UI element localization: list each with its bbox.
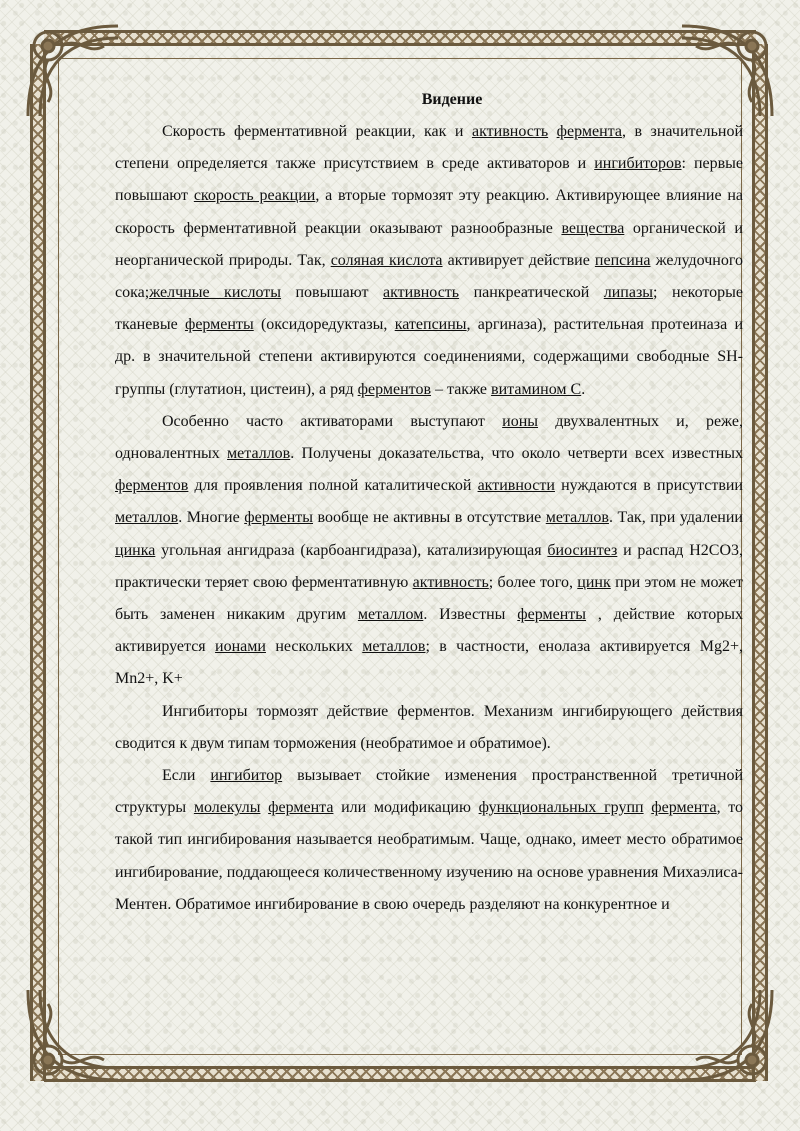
text-run: Скорость ферментативной реакции, как и: [162, 123, 472, 140]
text-run: двухвалентных и, реже, одновалентных: [115, 412, 744, 463]
text-run: Особенно часто активаторами выступают: [162, 412, 503, 430]
text-run: – также: [431, 380, 492, 398]
frame-border-left: [30, 44, 46, 1081]
text-run: вообще не активны в отсутствие: [313, 509, 546, 527]
text-link[interactable]: ионы: [502, 412, 539, 430]
text-link[interactable]: фермента: [268, 799, 334, 817]
frame-border-right: [752, 44, 768, 1081]
text-link[interactable]: металлов: [227, 445, 291, 463]
text-run: . Получены доказательства, что около четверти всех известных: [290, 445, 744, 463]
text-link[interactable]: активности: [477, 477, 555, 495]
text-run: желудочного сока;: [115, 251, 743, 302]
paragraph-4: [115, 760, 743, 921]
text-link[interactable]: биосинтез: [547, 541, 618, 559]
paragraph-3: [115, 696, 743, 760]
text-link[interactable]: вещества: [561, 219, 625, 237]
document-title: Видение: [421, 91, 483, 108]
text-link[interactable]: катепсины: [394, 316, 467, 334]
text-link[interactable]: активность: [471, 123, 549, 140]
text-link[interactable]: активность: [382, 284, 460, 302]
text-link[interactable]: металлов: [545, 509, 609, 527]
text-link[interactable]: ферментов: [115, 477, 189, 495]
text-link[interactable]: фермента: [556, 123, 622, 140]
text-run: .: [581, 380, 586, 398]
text-link[interactable]: ингибиторов: [594, 155, 682, 173]
document-body: [115, 86, 743, 921]
text-link[interactable]: молекулы: [193, 799, 261, 817]
paragraph-1: [115, 116, 743, 406]
text-link[interactable]: металлов: [115, 509, 179, 527]
text-run: ; более того,: [488, 573, 578, 591]
corner-ornament-bottom-right: [672, 980, 782, 1090]
frame-border-bottom: [44, 1066, 756, 1082]
text-run: для проявления полной каталитической: [188, 477, 478, 495]
text-run: : первые повышают: [115, 155, 744, 205]
text-run: и распад H2CO3, практически теряет свою ферментативную: [115, 541, 743, 591]
text-run: . Так, при удалении: [608, 509, 743, 527]
text-link[interactable]: цинка: [115, 541, 156, 559]
text-run: активирует действие: [442, 251, 595, 269]
text-run: ; в частности, енолаза активируется Mg2+, Mn2+, K+: [115, 638, 744, 688]
text-link[interactable]: ферменты: [184, 316, 254, 334]
text-link[interactable]: ферментов: [357, 380, 432, 398]
text-link[interactable]: функциональных групп: [478, 799, 644, 817]
text-run: вызывает стойкие изменения пространственной третичной структуры: [115, 767, 744, 817]
text-run: угольная ангидраза (карбоангидраза), катализирующая: [155, 541, 548, 559]
text-link[interactable]: скорость реакции: [193, 187, 316, 205]
text-run: или модификацию: [333, 799, 479, 817]
text-link[interactable]: цинк: [577, 573, 611, 591]
text-link[interactable]: желчные кислоты: [149, 284, 281, 302]
text-run: , а вторые тормозят эту реакцию. Активирующее влияние на скорость ферментативной реакции оказывают разнообразные: [115, 187, 744, 237]
text-link[interactable]: ферменты: [517, 606, 587, 624]
text-run: Ингибиторы тормозят действие ферментов. Механизм ингибирующего действия сводится к двум типам торможения (необратимое и обратимое).: [115, 702, 743, 752]
text-link[interactable]: липазы: [603, 284, 654, 302]
text-link[interactable]: активность: [412, 573, 489, 591]
text-run: . Известны: [423, 606, 518, 624]
text-run: нуждаются в присутствии: [554, 477, 743, 495]
corner-ornament-top-left: [18, 16, 128, 126]
text-link[interactable]: соляная кислота: [330, 251, 443, 269]
text-run: панкреатической: [459, 284, 604, 302]
text-run: повышают: [281, 284, 383, 302]
corner-ornament-bottom-left: [18, 980, 128, 1090]
text-run: органической и неорганической природы. Так,: [115, 219, 743, 269]
text-link[interactable]: фермента: [651, 799, 717, 817]
frame-border-top: [44, 30, 756, 46]
text-link[interactable]: витамином С: [491, 380, 582, 398]
text-run: (оксидоредуктазы,: [253, 316, 395, 334]
text-link[interactable]: металлом: [357, 606, 424, 624]
text-run: [260, 799, 268, 816]
text-run: . Многие: [178, 509, 245, 527]
text-link[interactable]: пепсина: [594, 251, 651, 269]
text-run: Если: [162, 767, 211, 785]
text-run: [548, 123, 557, 140]
text-link[interactable]: ферменты: [244, 509, 313, 527]
text-run: нескольких: [265, 638, 363, 656]
text-run: при этом не может быть заменен никаким другим: [115, 573, 744, 624]
text-run: , аргиназа), растительная протеиназа и др. в значительной степени активируются соединениями, содержащими свободные SH-группы (глутатион, цистеин), а ряд: [115, 316, 743, 398]
paragraph-2: [115, 406, 743, 696]
text-link[interactable]: металлов: [362, 638, 426, 656]
text-link[interactable]: ингибитор: [210, 767, 283, 785]
text-run: , в значительной степени определяется также присутствием в среде активаторов и: [115, 123, 744, 173]
text-run: ; некоторые тканевые: [115, 284, 743, 334]
text-run: , то такой тип ингибирования называется необратимым. Чаще, однако, имеет место обратимое ингибирование, поддающееся количественному изучению на основе уравнения Михаэлиса-Ментен. Обратимое ингибирование в свою очередь разделяют на конкурентное и: [115, 799, 744, 913]
text-link[interactable]: ионами: [215, 638, 266, 656]
text-run: , действие которых активируется: [115, 606, 744, 656]
